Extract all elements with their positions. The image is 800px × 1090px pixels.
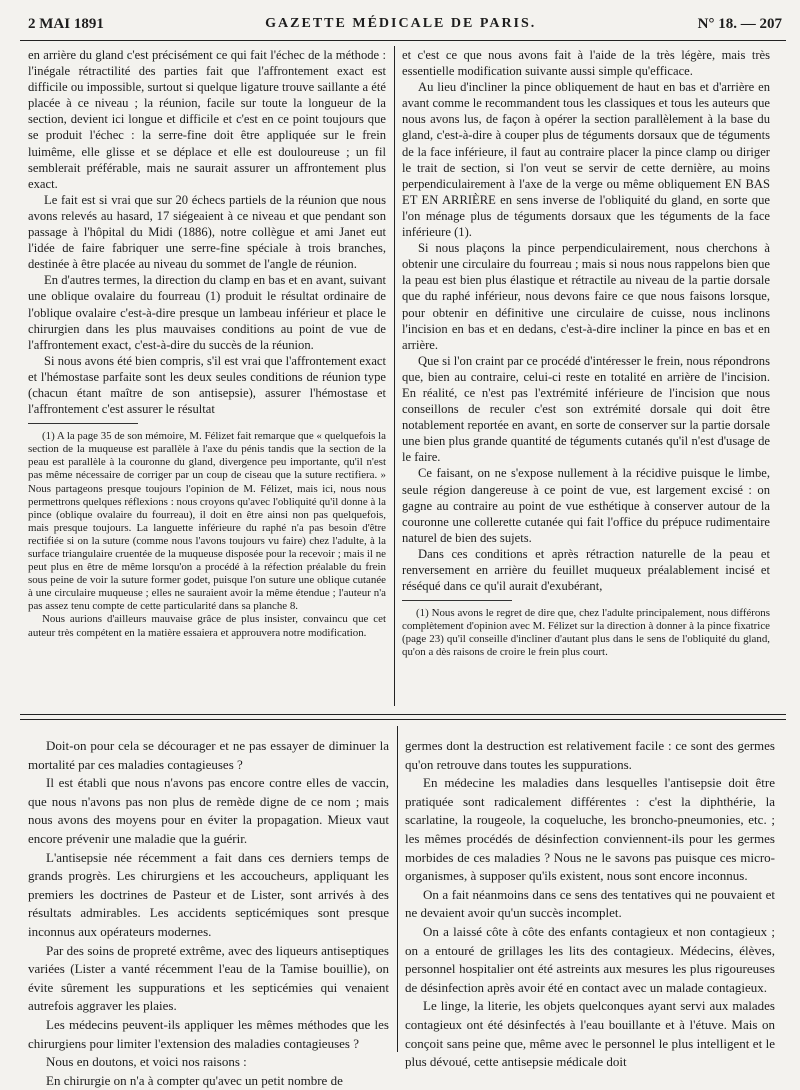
section-rule-bottom [20,719,786,720]
footnote [402,607,770,659]
paragraph: Que si l'on craint par ce procédé d'intéresser le frein, nous répondrons que, bien au contraire, celui-ci reste en totalité en arrière de l'incision. En réalité, ce n'est pas l'extrémité inférieure de l'incision que nous conseillons de reculer c'est son extrémité dorsale qui doit être notablement reportée en avant, en sorte de conserver sur la partie dorsale une bien plus grande quantité de téguments cutanés qu'il n'est d'usage de le faire. [402,353,770,465]
paragraph: L'antisepsie née récemment a fait dans ces derniers temps de grands progrès. Les chirurgiens et les accoucheurs, appliquant les premiers les doctrines de Pasteur et de Lister, sont arrivés à des résultats admirables. Les accidents septicémiques sont presque inconnus aux opérateurs modernes. [28,849,389,939]
section-rule-top [20,714,786,715]
paragraph: Le linge, la literie, les objets quelconques ayant servi aux malades contagieux ont été désinfectés à l'eau bouillante et à l'étuve. Mais on conçoit sans peine que, même avec le personnel le plus intelligent et le plus dévoué, cette antisepsie médicale doit [405,998,775,1070]
paragraph: En chirurgie on n'a à compter qu'avec un petit nombre de [46,1072,343,1088]
paragraph: On a laissé côte à côte des enfants contagieux et non contagieux ; on a entouré de grillages les lits des contagieux. Médecins, élèves, personnel hospitalier ont été astreints aux mesures les plus rigoureuses de désinfection après avoir été en contact avec un malade contagieux. [405,923,775,995]
paragraph: Par des soins de propreté extrême, avec des liqueurs antiseptiques variées (Lister a vanté récemment l'eau de la Tamise bouillie), on évite sûrement les suppurations et les septicémies qui venaient autrefois aggraver les plaies. [28,942,389,1014]
paragraph: et c'est ce que nous avons fait à l'aide de la très légère, mais très essentielle modification suivante aussi simple qu'efficace. [402,48,770,79]
paragraph: Le fait est si vrai que sur 20 échecs partiels de la réunion que nous avons relevés au hasard, 17 siégeaient à ce niveau et que pendant son passage à l'hôpital du Midi (1886), notre collègue et ami Janet eut l'idée de faire fabriquer une serre-fine spéciale à trois branches, destinée à être placée au niveau du sommet de l'angle de réunion. [28,192,386,272]
header-date: 2 MAI 1891 [28,15,104,32]
footnote-rule [28,423,138,424]
paragraph: Ce faisant, on ne s'expose nullement à la récidive puisque le limbe, seule région dangereuse à ce point de vue, est largement excisé : on gagne au contraire au point de vue esthétique à conserver autour de la couronne une collerette cutanée qui fait l'office du prépuce rudimentaire naturel de bien des sujets. [402,466,770,545]
paragraph: En d'autres termes, la direction du clamp en bas et en avant, suivant une oblique ovalaire du fourreau (1) produit le résultat ordinaire de l'oblique ovalaire c'est-à-dire presque un lambeau inférieur et place le chirurgien dans les plus mauvaises conditions au point de vue de l'affrontement exact, c'est-à-dire du succès de la réunion. [28,273,386,352]
lower-left-column [28,737,389,1088]
issue-number: N° 18. — 207 [697,15,782,32]
page-header [28,10,782,38]
paragraph: Au lieu d'incliner la pince obliquement de haut en bas et d'arrière en avant comme le recommandent tous les classiques et tous les auteurs que nous avons lus, de façon à opérer la section parallèlement à la base du gland, c'est-à-dire à couper plus de téguments dorsaux que de téguments de la face inférieure, il faut au contraire placer la pince clamp ou diriger le trait de section, si l'on veut se servir de cette dernière, au moins perpendiculairement à l'axe de la verge ou même obliquement EN BAS ET EN ARRIÈRE en sens inverse de l'obliquité du gland, en sorte que l'on ménage plus de téguments dorsaux que les téguments de la face inférieure (1). [402,80,770,240]
paragraph: Si nous avons été bien compris, s'il est vrai que l'affrontement exact et l'hémostase parfaite sont les deux seules conditions de réunion type (chacun étant maître de son antisepsie), assurer l'hémostase et l'affrontement c'est assurer le résultat [28,353,386,417]
upper-column-separator [394,46,395,706]
footnote-text: (1) Nous avons le regret de dire que, chez l'adulte principalement, nous différons complètement d'opinion avec M. Félizet sur la direction à donner à la pince fixatrice (page 23) qu'il conseille d'incliner d'autant plus dans le sens de l'obliquité du gland, qu'on a dès raisons de croire le frein plus court. [402,607,770,659]
paragraph: Les médecins peuvent-ils appliquer les mêmes méthodes que les chirurgiens pour limiter l'extension des maladies contagieuses ? [28,1016,389,1051]
paragraph: En médecine les maladies dans lesquelles l'antisepsie doit être pratiquée sont radicalement différentes : c'est la diphthérie, la scarlatine, la rougeole, la coqueluche, les broncho-pneumonies, etc. ; les mêmes procédés de désinfection conviennent-ils pour les germes morbides de ces maladies ? Nous ne le savons pas puisque ces micro-organismes, à supposer qu'ils existent, nous sont encore inconnus. [405,775,775,884]
footnote-text: Nous aurions d'ailleurs mauvaise grâce de plus insister, convaincu que cet auteur très compétent en la matière essaiera et approuvera notre modification. [28,613,386,639]
footnote-text: (1) A la page 35 de son mémoire, M. Félizet fait remarque que « quelquefois la section de la muqueuse est parallèle à l'axe du pénis tandis que la section de la peau est parallèle à la couronne du gland, divergence peu importante, qu'il n'est pas même nécessaire de corriger par un coup de ciseau que la suture rectifiera. » Nous partageons presque toujours l'opinion de M. Félizet, mais ici, nous nous permettrons quelques réflexions : nous croyons qu'avec l'obliquité qu'il donne à la pince (oblique ovalaire du fourreau), il doit en être ainsi non pas quelquefois, mais presque toujours. La languette inférieure du raphé n'a pas besoin d'être rectifiée si on la suture (comme nous l'avons toujours vu faire) chez l'adulte, à la surface triangulaire cruentée de la muqueuse disposée pour la recevoir ; mais il ne peut plus en être de même lorsqu'on a procédé à la réfection préalable du frein sous peine de voir la suture former godet, puisque l'on suture une oblique cutanée à une circulaire muqueuse ; elles ne sauraient avoir la même étendue ; l'auteur n'a pas assez tenu compte de cette particularité dans sa planche 8. [28,430,386,613]
lower-column-separator [397,726,398,1052]
lower-right-column [405,737,775,1070]
paragraph: germes dont la destruction est relativement facile : ce sont des germes qu'on retrouve dans toutes les suppurations. [405,738,775,772]
upper-left-column [28,47,386,707]
header-rule [20,40,786,41]
paragraph: On a fait néanmoins dans ce sens des tentatives qui ne pouvaient et ne devaient avoir qu'un succès incomplet. [405,886,775,921]
paragraph: Si nous plaçons la pince perpendiculairement, nous cherchons à obtenir une circulaire du fourreau ; mais si nous nous rappelons bien que la peau est bien plus élastique et rétractile au niveau de la partie dorsale que du raphé inférieur, nous devons faire ce que nous faisons lorsque, pour obtenir en définitive une circulaire de cuisse, nous inclinons l'incision en bas et en dedans, c'est-à-dire incliner la pince en bas et en arrière. [402,241,770,352]
paragraph: Il est établi que nous n'avons pas encore contre elles de vaccin, que nous n'avons pas non plus de remède digne de ce nom ; mais nous avons des moyens pour en éviter la propagation. Mieux vaut encore prévenir une maladie que la guérir. [28,775,389,846]
paragraph: Dans ces conditions et après rétraction naturelle de la peau et renversement en arrière du feuillet muqueux préalablement incisé et réséqué dans ce qu'il aurait d'exubérant, [402,546,770,594]
paragraph: Doit-on pour cela se décourager et ne pas essayer de diminuer la mortalité par ces maladies contagieuses ? [28,738,389,772]
footnote-rule [402,600,512,601]
journal-title: GAZETTE MÉDICALE DE PARIS. [265,16,537,31]
paragraph: en arrière du gland c'est précisément ce qui fait l'échec de la méthode : l'inégale rétractilité des parties fait que l'affrontement exact est difficile ou impossible, surtout si quelque ligature trouve saillante a été placée à ce niveau ; la réunion, facile sur toute la longueur de la section, devient ici longue et difficile et c'est en ce point toujours que se produit l'échec : la serre-fine doit être appliquée sur le frein luimême, elle glisse et se déplace et elle est douloureuse ; un fil semblerait préférable, mais ne saurait assurer un affrontement plus exact. [28,48,386,191]
paragraph: Nous en doutons, et voici nos raisons : [46,1054,247,1070]
upper-right-column [402,47,770,707]
footnote [28,430,386,640]
